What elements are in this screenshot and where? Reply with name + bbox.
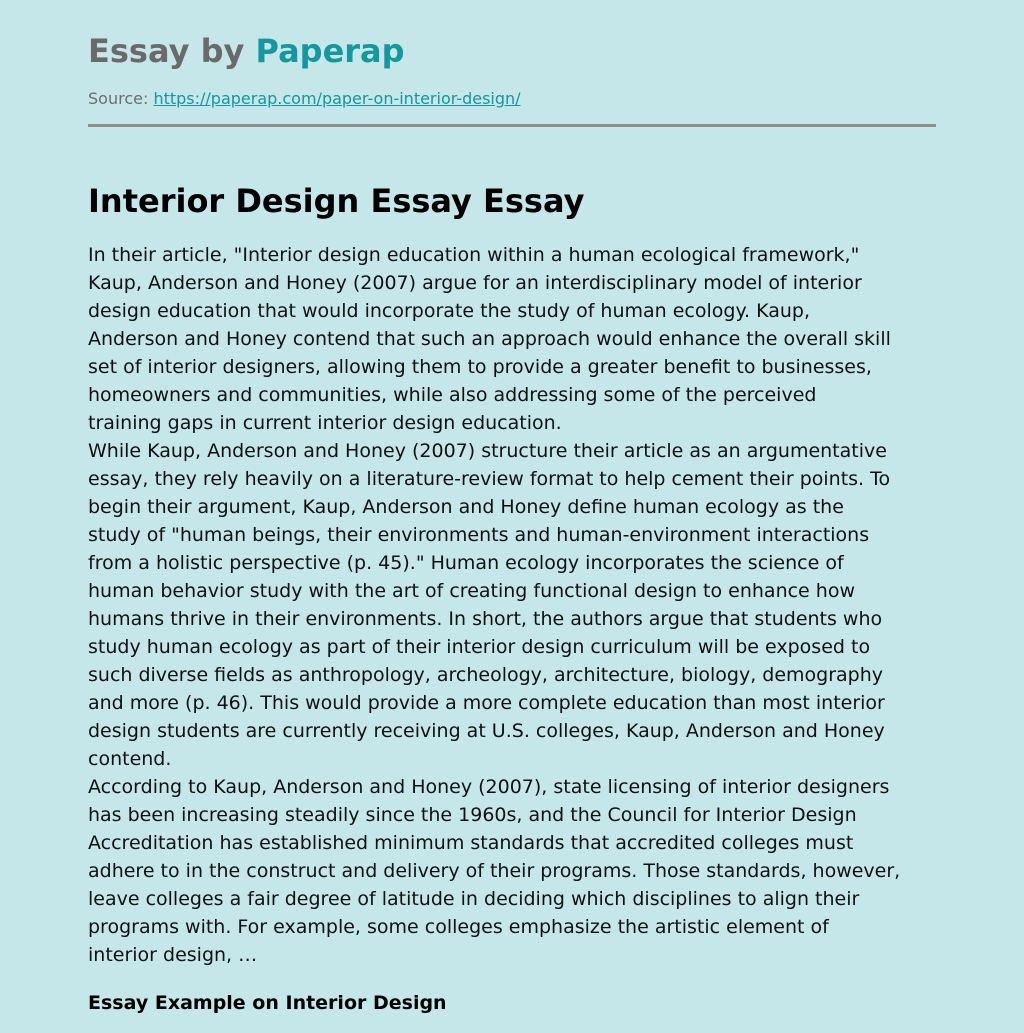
essay-line: such diverse fields as anthropology, archeology, architecture, biology, demography (88, 664, 884, 686)
site-brand[interactable] (88, 31, 405, 71)
essay-line: design education that would incorporate the study of human ecology. Kaup, (88, 300, 810, 322)
essay-line: humans thrive in their environments. In short, the authors argue that students who (88, 608, 883, 630)
essay-title: Interior Design Essay Essay (88, 182, 585, 220)
essay-line: leave colleges a fair degree of latitude in deciding which disciplines to align their (88, 888, 860, 910)
related-essay-heading: Essay Example on Interior Design (88, 992, 447, 1014)
essay-line: Kaup, Anderson and Honey (2007) argue for an interdisciplinary model of interior (88, 272, 862, 294)
essay-line: from a holistic perspective (p. 45)." Human ecology incorporates the science of (88, 552, 844, 574)
essay-line: While Kaup, Anderson and Honey (2007) structure their article as an argumentative (88, 440, 887, 462)
essay-line: Anderson and Honey contend that such an approach would enhance the overall skill (88, 328, 891, 350)
essay-line: study human ecology as part of their interior design curriculum will be exposed to (88, 636, 871, 658)
brand-prefix: Essay by (88, 32, 256, 70)
essay-line: set of interior designers, allowing them to provide a greater benefit to businesses, (88, 356, 872, 378)
essay-line: essay, they rely heavily on a literature-review format to help cement their points. To (88, 468, 891, 490)
essay-line: adhere to in the construct and delivery of their programs. Those standards, however, (88, 860, 901, 882)
essay-line: design students are currently receiving at U.S. colleges, Kaup, Anderson and Honey (88, 720, 885, 742)
essay-line: In their article, "Interior design education within a human ecological framework," (88, 244, 860, 266)
essay-line: human behavior study with the art of creating functional design to enhance how (88, 580, 855, 602)
essay-line: homeowners and communities, while also addressing some of the perceived (88, 384, 817, 406)
essay-line: study of "human beings, their environments and human-environment interactions (88, 524, 870, 546)
essay-line: programs with. For example, some colleges emphasize the artistic element of (88, 916, 829, 938)
source-line (88, 88, 521, 110)
essay-line: has been increasing steadily since the 1960s, and the Council for Interior Design (88, 804, 857, 826)
essay-line: contend. (88, 748, 172, 770)
essay-line: and more (p. 46). This would provide a more complete education than most interior (88, 692, 885, 714)
essay-line: begin their argument, Kaup, Anderson and Honey define human ecology as the (88, 496, 844, 518)
essay-line: interior design, … (88, 944, 258, 966)
essay-line: training gaps in current interior design education. (88, 412, 562, 434)
source-link[interactable]: https://paperap.com/paper-on-interior-design/ (153, 89, 521, 108)
essay-line: Accreditation has established minimum standards that accredited colleges must (88, 832, 854, 854)
brand-name: Paperap (255, 32, 405, 70)
header-divider (88, 124, 936, 127)
essay-line: According to Kaup, Anderson and Honey (2007), state licensing of interior designers (88, 776, 890, 798)
source-label: Source: (88, 89, 149, 108)
essay-body (88, 241, 948, 969)
